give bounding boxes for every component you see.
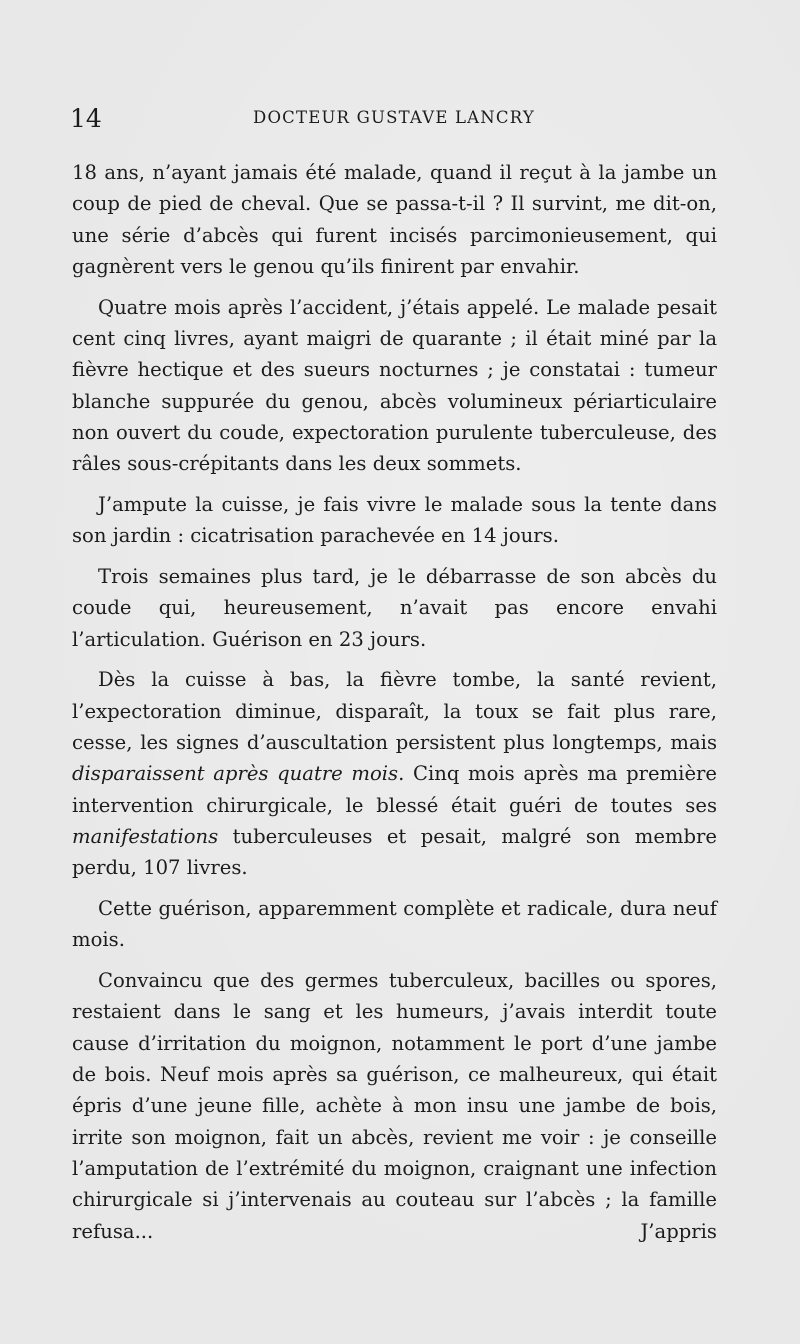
paragraph-3: J’ampute la cuisse, je fais vivre le malade sous la tente dans son jardin : cicatrisation parachevée en 14 jours. bbox=[72, 492, 717, 548]
paragraph-5-part-1: Dès la cuisse à bas, la fièvre tombe, la santé revient, l’expectoration diminue, disparaît, la toux se fait plus rare, cesse, les signes d’auscultation persistent plus longtemps, mais bbox=[72, 668, 717, 755]
paragraph-2: Quatre mois après l’accident, j’étais appelé. Le malade pesait cent cinq livres, ayant maigri de quarante ; il était miné par la fièvre hectique et des sueurs nocturnes ; je constatai : tumeur blanche suppurée du genou, abcès volumineux périarticulaire non ouvert du coude, expectoration purulente tuberculeuse, des râles sous-crépitants dans les deux sommets. bbox=[72, 295, 717, 476]
paragraph-5-part-3: tuberculeuses et pesait, malgré son membre perdu, 107 livres. bbox=[72, 824, 717, 880]
paragraph-1: 18 ans, n’ayant jamais été malade, quand il reçut à la jambe un coup de pied de cheval. Que se passa-t-il ? Il survint, me dit-on, une série d’abcès qui furent incisés parcimonieusement, qui gagnèrent vers le genou qu’ils finirent par envahir. bbox=[72, 161, 717, 278]
paragraph-6: Cette guérison, apparemment complète et radicale, dura neuf mois. bbox=[72, 897, 717, 952]
body-text bbox=[72, 157, 717, 1247]
italic-word-manifestations: manifestations bbox=[72, 824, 219, 848]
italic-phrase-disparaissent: disparaissent après quatre mois bbox=[72, 762, 399, 786]
paragraph-4: Trois semaines plus tard, je le débarrasse de son abcès du coude qui, heureusement, n’avait pas encore envahi l’articulation. Guérison en 23 jours. bbox=[72, 565, 717, 651]
paragraph-5 bbox=[72, 664, 717, 883]
page-number: 14 bbox=[70, 104, 102, 133]
paragraph-7: Convaincu que des germes tuberculeux, bacilles ou spores, restaient dans le sang et les humeurs, j’avais interdit toute cause d’irritation du moignon, notamment le port d’une jambe de bois. Neuf mois après sa guérison, ce malheureux, qui était épris d’une jeune fille, achète à mon insu une jambe de bois, irrite son moignon, fait un abcès, revient me voir : je conseille l’amputation de l’extrémité du moignon, craignant une infection chirurgicale si j’intervenais au couteau sur l’abcès ; la famille refusa... J’appris bbox=[72, 969, 717, 1243]
paragraph-5-part-2: . Cinq mois après ma première intervention chirurgicale, le blessé était guéri de toutes ses bbox=[72, 762, 718, 817]
running-head: DOCTEUR GUSTAVE LANCRY bbox=[253, 108, 535, 127]
page-header bbox=[70, 104, 718, 138]
